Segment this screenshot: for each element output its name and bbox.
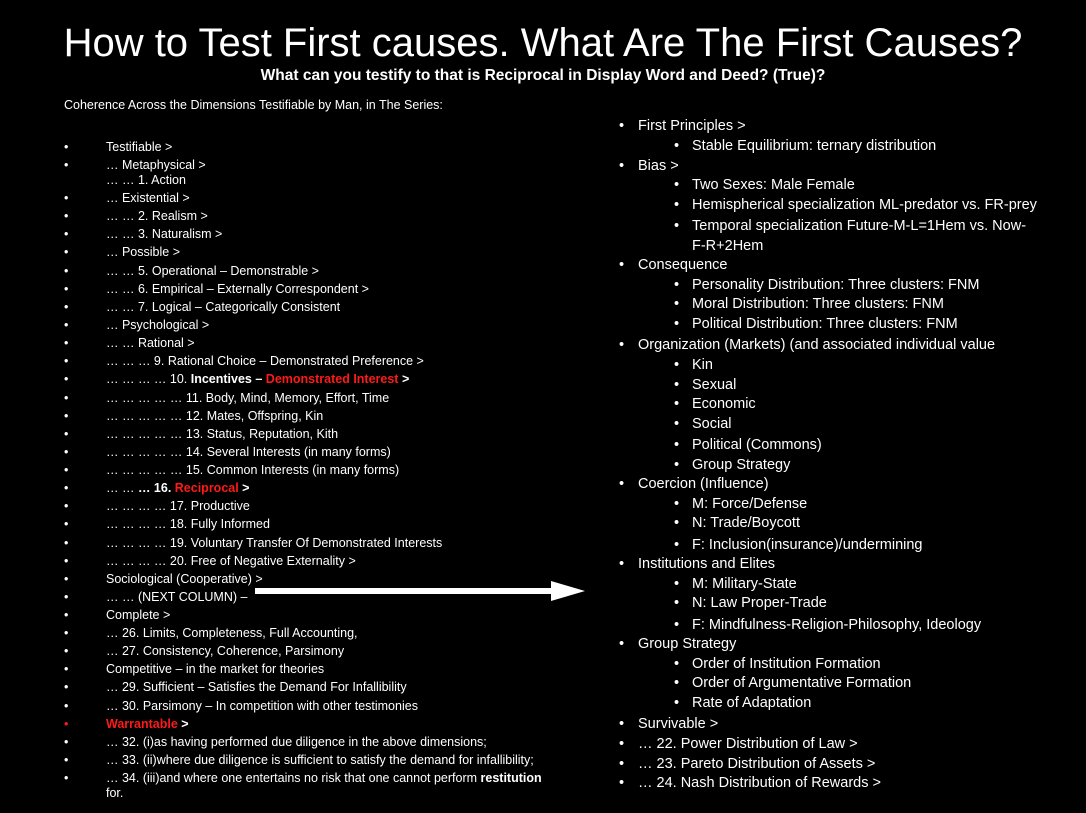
bullet-icon: • xyxy=(64,590,69,604)
bullet-icon: • xyxy=(674,316,680,332)
right-list-text: Political (Commons) xyxy=(692,437,822,453)
left-list-text xyxy=(106,283,369,296)
bullet-icon: • xyxy=(64,499,69,513)
item-text: … … xyxy=(106,481,138,495)
bullet-icon: • xyxy=(64,336,69,350)
left-list-text xyxy=(106,609,170,622)
bullet-icon: • xyxy=(619,337,625,353)
left-list-text xyxy=(106,663,324,676)
item-bold-text: Incentives – xyxy=(190,372,266,386)
bullet-icon: • xyxy=(674,197,680,213)
right-list-text: Institutions and Elites xyxy=(638,556,776,572)
bullet-icon: • xyxy=(64,158,69,172)
bullet-icon: • xyxy=(619,476,625,492)
right-list-text: Group Strategy xyxy=(638,636,737,652)
item-text: > xyxy=(177,717,189,731)
left-list-text xyxy=(106,736,487,749)
right-list-text: N: Law Proper-Trade xyxy=(692,595,827,611)
right-list-text: … 22. Power Distribution of Law > xyxy=(638,736,858,752)
item-text: … … … … … 13. Status, Reputation, Kith xyxy=(106,427,339,441)
right-list-text: Order of Argumentative Formation xyxy=(692,675,912,691)
left-list-text xyxy=(106,645,344,658)
bullet-icon: • xyxy=(64,409,69,423)
bullet-icon: • xyxy=(674,595,680,611)
right-list-text: Moral Distribution: Three clusters: FNM xyxy=(692,296,944,312)
right-list-text: Consequence xyxy=(638,257,728,273)
item-text: … … … 9. Rational Choice – Demonstrated Preference > xyxy=(106,354,424,368)
item-text: … … 7. Logical – Categorically Consistent xyxy=(106,300,341,314)
bullet-icon: • xyxy=(64,717,69,731)
left-list-text xyxy=(106,301,340,314)
item-text: Testifiable > xyxy=(106,140,173,154)
item-text: Complete > xyxy=(106,608,171,622)
bullet-icon: • xyxy=(64,463,69,477)
item-text: … … … … … 11. Body, Mind, Memory, Effort, Time xyxy=(106,391,390,405)
item-text: Competitive – in the market for theories xyxy=(106,662,325,676)
right-list-text: Kin xyxy=(692,357,713,373)
bullet-icon: • xyxy=(64,608,69,622)
item-text: … … 5. Operational – Demonstrable > xyxy=(106,264,319,278)
bullet-icon: • xyxy=(64,191,69,205)
right-list-text: Hemispherical specialization ML-predator vs. FR-prey xyxy=(692,197,1037,213)
left-list-text xyxy=(106,681,407,694)
left-list-text xyxy=(106,228,222,241)
left-list-text xyxy=(106,772,542,785)
right-list-text: F-R+2Hem xyxy=(692,238,764,254)
right-list-text: Political Distribution: Three clusters: FNM xyxy=(692,316,958,332)
right-list-text: M: Military-State xyxy=(692,576,797,592)
left-list-text xyxy=(106,537,442,550)
bullet-icon: • xyxy=(64,282,69,296)
right-list-text: Temporal specialization Future-M-L=1Hem vs. Now- xyxy=(692,218,1027,234)
bullet-icon: • xyxy=(64,753,69,767)
left-list-text xyxy=(106,754,534,767)
left-list-text xyxy=(106,210,208,223)
left-list-text xyxy=(106,627,358,640)
bullet-icon: • xyxy=(64,699,69,713)
right-list-text: Organization (Markets) (and associated individual value xyxy=(638,337,996,353)
bullet-icon: • xyxy=(674,357,680,373)
item-text: Sociological (Cooperative) > xyxy=(106,572,263,586)
item-text: … … 2. Realism > xyxy=(106,209,208,223)
bullet-icon: • xyxy=(64,481,69,495)
item-text: … 33. (ii)where due diligence is sufficient to satisfy the demand for infallibility; xyxy=(106,753,534,767)
bullet-icon: • xyxy=(674,396,680,412)
bullet-icon: • xyxy=(674,437,680,453)
bullet-icon: • xyxy=(64,318,69,332)
item-text: … … … … 19. Voluntary Transfer Of Demonstrated Interests xyxy=(106,536,443,550)
item-text: … Psychological > xyxy=(106,318,210,332)
left-list-text xyxy=(106,410,323,423)
left-list-text xyxy=(106,337,195,350)
item-text: … 26. Limits, Completeness, Full Accounting, xyxy=(106,626,358,640)
left-list-text xyxy=(106,373,409,386)
bullet-icon: • xyxy=(674,416,680,432)
right-list-text: Social xyxy=(692,416,732,432)
left-list-text xyxy=(106,518,270,531)
bullet-icon: • xyxy=(64,209,69,223)
item-text: … … 1. Action xyxy=(106,173,186,187)
bullet-icon: • xyxy=(64,554,69,568)
right-list-text: … 24. Nash Distribution of Rewards > xyxy=(638,775,881,791)
bullet-icon: • xyxy=(619,118,625,134)
item-text: … … … … … 14. Several Interests (in many forms) xyxy=(106,445,391,459)
right-list-text: Survivable > xyxy=(638,716,719,732)
item-highlight-text: Reciprocal xyxy=(174,481,239,495)
item-highlight-text: Warrantable xyxy=(106,717,178,731)
item-text: for. xyxy=(106,786,124,800)
next-column-arrow-icon xyxy=(255,580,585,602)
bullet-icon: • xyxy=(619,257,625,273)
item-text: … 27. Consistency, Coherence, Parsimony xyxy=(106,644,345,658)
bullet-icon: • xyxy=(674,617,680,633)
bullet-icon: • xyxy=(619,158,625,174)
left-list-text xyxy=(106,159,206,172)
left-list-text xyxy=(106,428,338,441)
right-list-text: Bias > xyxy=(638,158,679,174)
left-list-text xyxy=(106,319,209,332)
item-text: … Existential > xyxy=(106,191,190,205)
bullet-icon: • xyxy=(674,277,680,293)
right-list-text: Two Sexes: Male Female xyxy=(692,177,855,193)
bullet-icon: • xyxy=(619,775,625,791)
bullet-icon: • xyxy=(674,515,680,531)
bullet-icon: • xyxy=(64,391,69,405)
left-list-text xyxy=(106,192,190,205)
bullet-icon: • xyxy=(674,496,680,512)
bullet-icon: • xyxy=(674,656,680,672)
bullet-icon: • xyxy=(619,716,625,732)
left-list-text xyxy=(106,482,249,495)
right-list-text: Rate of Adaptation xyxy=(692,695,812,711)
item-text: > xyxy=(238,481,250,495)
item-text: … … … … 20. Free of Negative Externality > xyxy=(106,554,356,568)
bullet-icon: • xyxy=(674,177,680,193)
left-list-text xyxy=(106,246,180,259)
bullet-icon: • xyxy=(64,354,69,368)
bullet-icon: • xyxy=(64,264,69,278)
item-text: … 32. (i)as having performed due diligence in the above dimensions; xyxy=(106,735,487,749)
right-list-text: F: Inclusion(insurance)/undermining xyxy=(692,537,923,553)
bullet-icon: • xyxy=(64,626,69,640)
bullet-icon: • xyxy=(674,675,680,691)
bullet-icon: • xyxy=(619,636,625,652)
left-list-text xyxy=(106,392,389,405)
item-text: … 29. Sufficient – Satisfies the Demand For Infallibility xyxy=(106,680,407,694)
item-text: … … 6. Empirical – Externally Correspondent > xyxy=(106,282,369,296)
bullet-icon: • xyxy=(64,536,69,550)
right-list-text: … 23. Pareto Distribution of Assets > xyxy=(638,756,876,772)
bullet-icon: • xyxy=(674,576,680,592)
item-text: … … 3. Naturalism > xyxy=(106,227,223,241)
item-text: … … … … … 12. Mates, Offspring, Kin xyxy=(106,409,324,423)
right-list-text: Stable Equilibrium: ternary distribution xyxy=(692,138,937,154)
left-list-text xyxy=(106,141,172,154)
left-list-text xyxy=(106,700,418,713)
bullet-icon: • xyxy=(64,771,69,785)
right-list-text: N: Trade/Boycott xyxy=(692,515,800,531)
bullet-icon: • xyxy=(64,445,69,459)
bullet-icon: • xyxy=(619,556,625,572)
item-highlight-text: Demonstrated Interest xyxy=(265,372,399,386)
bullet-icon: • xyxy=(64,227,69,241)
left-list-text xyxy=(106,464,399,477)
left-list-text xyxy=(106,500,250,513)
item-text: … … … … 17. Productive xyxy=(106,499,250,513)
bullet-icon: • xyxy=(64,140,69,154)
left-list-text xyxy=(106,591,247,604)
bullet-icon: • xyxy=(674,296,680,312)
bullet-icon: • xyxy=(674,537,680,553)
bullet-icon: • xyxy=(64,372,69,386)
right-list-text: Personality Distribution: Three clusters: FNM xyxy=(692,277,980,293)
bullet-icon: • xyxy=(619,736,625,752)
bullet-icon: • xyxy=(674,218,680,234)
item-text: … … … … 10. xyxy=(106,372,191,386)
page-title: How to Test First causes. What Are The First Causes? xyxy=(63,21,1023,65)
left-list-text xyxy=(106,355,424,368)
item-text: … 34. (iii)and where one entertains no risk that one cannot perform xyxy=(106,771,481,785)
left-list-text xyxy=(106,174,186,187)
item-bold-text: restitution xyxy=(480,771,542,785)
right-list-text: M: Force/Defense xyxy=(692,496,808,512)
right-list-text: First Principles > xyxy=(638,118,746,134)
item-text: … … … … 18. Fully Informed xyxy=(106,517,270,531)
item-text: … … … … … 15. Common Interests (in many forms) xyxy=(106,463,400,477)
item-text: > xyxy=(398,372,410,386)
item-text: … … (NEXT COLUMN) – xyxy=(106,590,248,604)
bullet-icon: • xyxy=(674,695,680,711)
left-list-text xyxy=(106,718,189,731)
item-text: … … Rational > xyxy=(106,336,195,350)
left-list-text xyxy=(106,265,319,278)
bullet-icon: • xyxy=(64,662,69,676)
bullet-icon: • xyxy=(64,680,69,694)
bullet-icon: • xyxy=(64,644,69,658)
left-list-text xyxy=(106,446,391,459)
right-list-text: Sexual xyxy=(692,377,737,393)
bullet-icon: • xyxy=(619,756,625,772)
right-list-text: Group Strategy xyxy=(692,457,791,473)
intro-text: Coherence Across the Dimensions Testifiable by Man, in The Series: xyxy=(64,98,443,112)
right-list-text: F: Mindfulness-Religion-Philosophy, Ideology xyxy=(692,617,982,633)
right-list-text: Coercion (Influence) xyxy=(638,476,769,492)
bullet-icon: • xyxy=(674,457,680,473)
left-list-text xyxy=(106,573,263,586)
left-list-text xyxy=(106,787,123,800)
item-bold-text: … 16. xyxy=(137,481,175,495)
bullet-icon: • xyxy=(64,572,69,586)
left-list-text xyxy=(106,555,356,568)
right-list-text: Order of Institution Formation xyxy=(692,656,881,672)
bullet-icon: • xyxy=(674,138,680,154)
bullet-icon: • xyxy=(64,245,69,259)
bullet-icon: • xyxy=(64,300,69,314)
bullet-icon: • xyxy=(64,427,69,441)
item-text: … Metaphysical > xyxy=(106,158,206,172)
bullet-icon: • xyxy=(64,735,69,749)
right-list-text: Economic xyxy=(692,396,756,412)
bullet-icon: • xyxy=(674,377,680,393)
item-text: … 30. Parsimony – In competition with other testimonies xyxy=(106,699,418,713)
item-text: … Possible > xyxy=(106,245,180,259)
page-subtitle: What can you testify to that is Reciprocal in Display Word and Deed? (True)? xyxy=(260,67,826,84)
bullet-icon: • xyxy=(64,517,69,531)
